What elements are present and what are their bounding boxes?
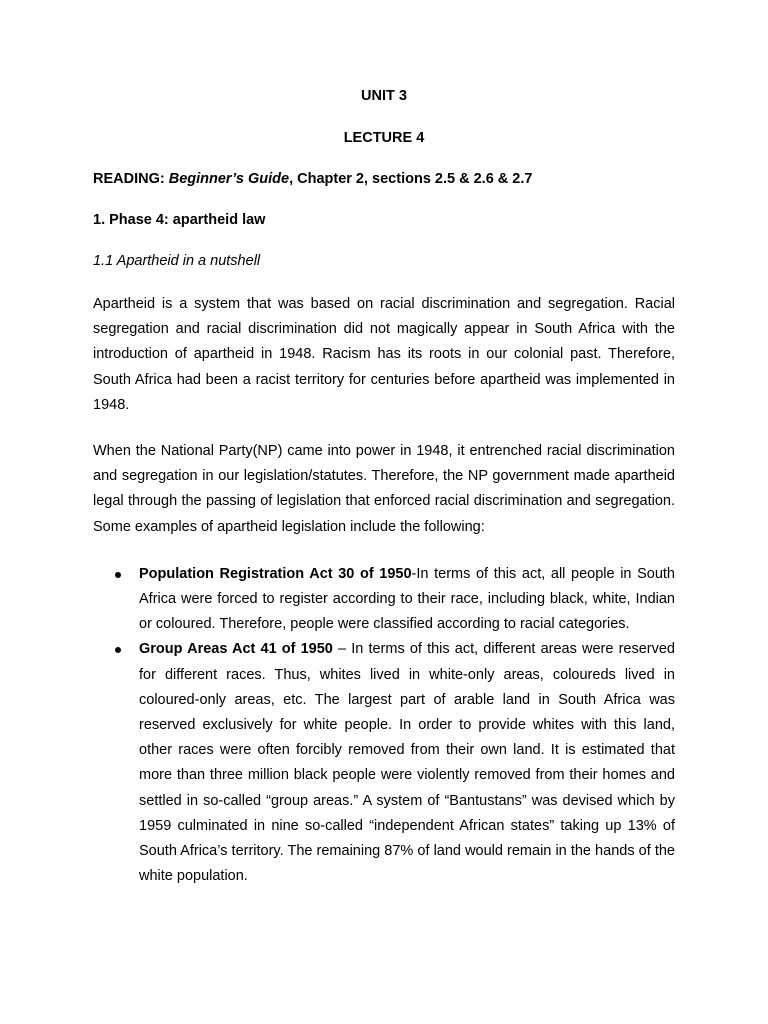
act-description: -In terms of this act, all people in South Africa were forced to register according to their race, including black, white, Indian or coloured. Therefore, people were classified according to racial categories.	[139, 565, 676, 633]
lecture-title: LECTURE 4	[343, 130, 425, 146]
reading-line	[93, 169, 675, 189]
bullet-icon	[115, 572, 121, 578]
act-description: – In terms of this act, different areas were reserved for different races. Thus, whites lived in white-only areas, coloureds lived in coloured-only areas, etc. The largest part of arable land in South Africa was reserved exclusively for white people. In order to provide whites with this land, other races were often forcibly removed from their own land. It is estimated that more than three million black people were violently removed from their homes and settled in so-called “group areas.” A system of “Bantustans” was devised which by 1959 culminated in nine so-called “independent African states” taking up 13% of South Africa’s territory. The remaining 87% of land would remain in the hands of the white population.	[139, 641, 675, 885]
paragraph-apartheid-intro: Apartheid is a system that was based on racial discrimination and segregation. Racial segregation and racial discrimination did not magically appear in South Africa with the introduction of apartheid in 1948. Racism has its roots in our colonial past. Therefore, South Africa had been a racist territory for centuries before apartheid was implemented in 1948.	[93, 296, 675, 413]
act-title: Population Registration Act 30 of 1950	[139, 565, 412, 582]
bullet-icon	[115, 647, 121, 653]
paragraph-national-party: When the National Party(NP) came into power in 1948, it entrenched racial discrimination and segregation in our legislation/statutes. Therefore, the NP government made apartheid legal through the passing of legislation that enforced racial discrimination and segregation. Some examples of apartheid legislation include the following:	[93, 443, 675, 535]
act-title: Group Areas Act 41 of 1950	[139, 641, 333, 658]
reading-book-title: Beginner’s Guide	[168, 171, 290, 187]
section-heading: 1. Phase 4: apartheid law	[93, 212, 266, 228]
reading-label: READING:	[93, 171, 165, 187]
legislation-list	[93, 562, 675, 890]
reading-details: , Chapter 2, sections 2.5 & 2.6 & 2.7	[289, 171, 533, 187]
list-item	[93, 637, 675, 889]
list-item	[93, 562, 675, 638]
unit-title: UNIT 3	[361, 88, 407, 104]
subsection-heading: 1.1 Apartheid in a nutshell	[93, 253, 261, 269]
